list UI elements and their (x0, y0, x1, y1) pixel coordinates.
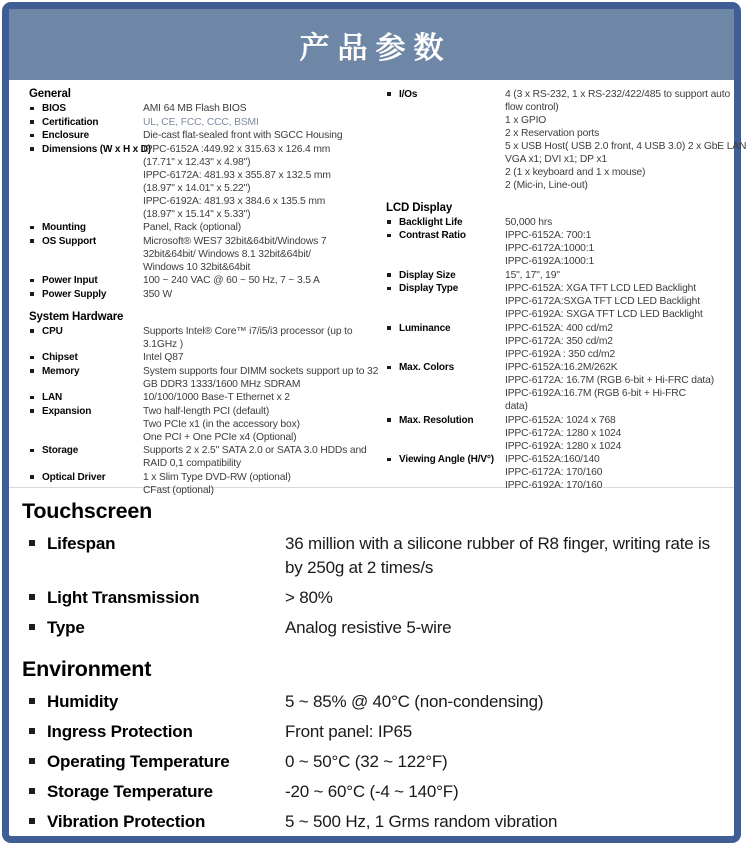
spec-row-label: Mounting (42, 222, 86, 233)
spec-row-label: Optical Driver (42, 471, 106, 483)
spec-value-line: IPPC-6172A: 481.93 x 355.87 x 132.5 mm (143, 169, 331, 181)
bullet-icon (29, 471, 42, 497)
spec-row-optical-driver (29, 471, 386, 497)
detail-row-value: -20 ~ 60°C (-4 ~ 140°F) (285, 782, 459, 801)
spec-value-line: 15", 17", 19" (505, 269, 560, 281)
detail-row-value: 5 ~ 85% @ 40°C (non-condensing) (285, 692, 544, 711)
spec-value-line: CFast (optional) (143, 484, 214, 496)
spec-row-chipset (29, 351, 386, 364)
spec-row-cpu (29, 325, 386, 351)
spec-value-line: VGA x1; DVI x1; DP x1 (505, 153, 607, 165)
detail-row-label: Storage Temperature (47, 782, 213, 801)
spec-value-line: 10/100/1000 Base-T Ethernet x 2 (143, 392, 290, 403)
bullet-icon (386, 282, 399, 321)
spec-value-line: IPPC-6152A: 400 cd/m2 (505, 322, 613, 334)
spec-row-memory (29, 365, 386, 391)
spec-row-label: Certification (42, 116, 99, 128)
spec-row-label: I/Os (399, 88, 418, 100)
spec-row-label: Backlight Life (399, 216, 463, 228)
spec-value-line: IPPC-6152A: 700:1 (505, 230, 592, 241)
spec-row-value (143, 288, 386, 301)
spec-row-value (143, 274, 386, 287)
bullet-icon (29, 235, 42, 274)
spec-row-max-resolution (386, 414, 734, 453)
spec-value-line: IPPC-6172A:SXGA TFT LCD LED Backlight (505, 296, 700, 307)
page-title: 产品参数 (299, 31, 452, 65)
bullet-icon (386, 88, 399, 192)
spec-value-line: System supports four DIMM sockets support up to 32 (143, 365, 379, 377)
detail-row-label: Vibration Protection (47, 812, 206, 831)
spec-row-label: Power Supply (42, 288, 107, 300)
spec-section-title: LCD Display (386, 201, 453, 214)
spec-row-label: Max. Colors (399, 362, 455, 373)
spec-row-lan (29, 391, 386, 404)
spec-value-line: 2 (Mic-in, Line-out) (505, 179, 588, 191)
bullet-icon (29, 129, 42, 142)
spec-value-line: UL, CE, FCC, CCC, BSMI (143, 116, 259, 128)
spec-row-i-os (386, 88, 747, 192)
spec-value-line: Panel, Rack (optional) (143, 222, 242, 233)
spec-row-value (143, 143, 386, 221)
bullet-icon (29, 405, 42, 444)
spec-section-title: System Hardware (29, 310, 124, 323)
bullet-icon (386, 229, 399, 268)
bullet-icon (29, 750, 47, 774)
spec-value-line: GB DDR3 1333/1600 MHz SDRAM (143, 378, 301, 390)
detail-row-label: Type (47, 618, 85, 637)
bullet-icon (386, 216, 399, 229)
spec-value-line: 350 W (143, 288, 173, 300)
bullet-icon (29, 221, 42, 234)
spec-row-power-input (29, 274, 386, 287)
spec-row-value (143, 351, 386, 364)
bullet-icon (386, 453, 399, 492)
bullet-icon (29, 325, 42, 351)
spec-row-label: Power Input (42, 275, 98, 286)
spec-row-max-colors (386, 361, 734, 413)
spec-value-line: IPPC-6192A : 350 cd/m2 (505, 348, 616, 360)
spec-value-line: 2 (1 x keyboard and 1 x mouse) (505, 166, 646, 178)
spec-column-right (386, 87, 747, 491)
bullet-icon (29, 351, 42, 364)
spec-row-label: Viewing Angle (H/V°) (399, 454, 494, 465)
spec-section-title: General (29, 88, 71, 100)
bullet-icon (29, 116, 42, 129)
detail-section-touchscreen (22, 498, 726, 640)
spec-row-label: Memory (42, 365, 80, 377)
spec-row-value (505, 216, 734, 229)
spec-value-line: 100 ~ 240 VAC @ 60 ~ 50 Hz, 7 ~ 3.5 A (143, 275, 320, 286)
spec-row-value (505, 282, 734, 321)
spec-column-left (29, 87, 386, 496)
spec-row-dimensions-w-x-h-x-d (29, 143, 386, 221)
spec-row-label: Dimensions (W x H x D) (42, 143, 151, 155)
title-banner (9, 9, 734, 80)
spec-row-value (143, 116, 386, 129)
spec-row-bios (29, 102, 386, 115)
spec-value-line: Windows 10 32bit&64bit (143, 261, 251, 273)
spec-row-label: Expansion (42, 405, 92, 417)
spec-row-value (143, 365, 386, 391)
spec-value-line: IPPC-6192A: SXGA TFT LCD LED Backlight (505, 309, 703, 320)
spec-value-line: IPPC-6192A: 481.93 x 384.6 x 135.5 mm (143, 195, 326, 207)
spec-value-line: Two PCIe x1 (in the accessory box) (143, 418, 300, 430)
spec-value-line: IPPC-6172A: 1280 x 1024 (505, 427, 622, 439)
bullet-icon (29, 586, 47, 610)
detail-row-value: > 80% (285, 588, 333, 607)
spec-section-general (29, 87, 386, 301)
detail-row-light-transmission (22, 586, 726, 610)
bullet-icon (29, 720, 47, 744)
bullet-icon (29, 274, 42, 287)
spec-value-line: (17.71" x 12.43" x 4.98") (143, 156, 251, 168)
detail-row-label: Light Transmission (47, 588, 200, 607)
spec-row-power-supply (29, 288, 386, 301)
spec-row-display-size (386, 269, 734, 282)
spec-value-line: One PCI + One PCIe x4 (Optional) (143, 431, 297, 443)
spec-value-line: Supports 2 x 2.5" SATA 2.0 or SATA 3.0 HDDs and (143, 445, 367, 456)
spec-row-value (143, 102, 386, 115)
bullet-icon (29, 102, 42, 115)
spec-sheet-card (2, 2, 747, 843)
spec-row-expansion (29, 405, 386, 444)
spec-value-line: (18.97" x 15.14" x 5.33") (143, 208, 251, 220)
spec-row-value (143, 405, 386, 444)
spec-value-line: IPPC-6192A:1000:1 (505, 256, 595, 267)
spec-row-mounting (29, 221, 386, 234)
spec-row-value (143, 235, 386, 274)
bullet-icon (29, 616, 47, 640)
spec-value-line: Die-cast flat-sealed front with SGCC Housing (143, 130, 343, 141)
bullet-icon (29, 532, 47, 580)
bullet-icon (386, 269, 399, 282)
spec-row-certification (29, 116, 386, 129)
spec-row-enclosure (29, 129, 386, 142)
spec-row-label: Luminance (399, 322, 451, 334)
detail-row-storage-temperature (22, 780, 726, 804)
spec-row-luminance (386, 322, 734, 361)
spec-value-line: IPPC-6192A: 170/160 (505, 480, 603, 491)
spec-row-value (505, 414, 734, 453)
detail-row-value: 36 million with a silicone rubber of R8 finger, writing rate is by 250g at 2 times/s (285, 534, 710, 577)
spec-row-value (143, 129, 386, 142)
spec-row-value (505, 229, 734, 268)
spec-value-line: (18.97" x 14.01" x 5.22") (143, 182, 251, 194)
bullet-icon (386, 414, 399, 453)
detail-row-humidity (22, 690, 726, 714)
spec-row-value (505, 322, 734, 361)
bullet-icon (29, 391, 42, 404)
spec-value-line: 32bit&64bit/ Windows 8.1 32bit&64bit/ (143, 248, 311, 260)
spec-value-line: IPPC-6152A :449.92 x 315.63 x 126.4 mm (143, 143, 331, 155)
spec-row-viewing-angle-h-v (386, 453, 734, 492)
spec-row-value (143, 444, 386, 470)
spec-row-label: Contrast Ratio (399, 230, 466, 241)
spec-value-line: IPPC-6172A: 350 cd/m2 (505, 335, 613, 347)
detail-row-vibration-protection (22, 810, 726, 834)
detail-area (9, 488, 734, 834)
spec-value-line: IPPC-6152A: 1024 x 768 (505, 414, 616, 426)
detail-row-type (22, 616, 726, 640)
spec-row-label: OS Support (42, 235, 97, 247)
spec-value-line: Microsoft® WES7 32bit&64bit/Windows 7 (143, 235, 327, 247)
spec-row-label: Storage (42, 445, 79, 456)
spec-value-line: IPPC-6172A:1000:1 (505, 243, 595, 254)
spec-value-line: IPPC-6192A:16.7M (RGB 6-bit + Hi-FRC (505, 388, 686, 399)
detail-row-label: Ingress Protection (47, 722, 193, 741)
bullet-icon (29, 288, 42, 301)
bullet-icon (29, 690, 47, 714)
spec-row-contrast-ratio (386, 229, 734, 268)
spec-value-line: IPPC-6152A: XGA TFT LCD LED Backlight (505, 283, 696, 294)
spec-value-line: IPPC-6172A: 170/160 (505, 467, 603, 478)
detail-row-label: Humidity (47, 692, 119, 711)
spec-section-i-os (386, 88, 747, 192)
spec-row-display-type (386, 282, 734, 321)
spec-section-system-hardware (29, 310, 386, 497)
spec-row-value (505, 361, 734, 413)
spec-value-line: IPPC-6192A: 1280 x 1024 (505, 440, 622, 452)
spec-value-line: 1 x GPIO (505, 114, 547, 126)
detail-row-label: Lifespan (47, 534, 116, 553)
spec-value-line: 50,000 hrs (505, 216, 553, 228)
detail-section-environment (22, 656, 726, 834)
spec-value-line: IPPC-6172A: 16.7M (RGB 6-bit + Hi-FRC data) (505, 375, 715, 386)
spec-row-label: LAN (42, 392, 63, 403)
spec-value-line: 2 x Reservation ports (505, 127, 600, 139)
detail-row-operating-temperature (22, 750, 726, 774)
spec-row-value (143, 471, 386, 497)
spec-value-line: 1 x Slim Type DVD-RW (optional) (143, 471, 291, 483)
spec-row-label: BIOS (42, 103, 66, 114)
spec-area (9, 80, 747, 496)
bullet-icon (29, 143, 42, 221)
detail-row-lifespan (22, 532, 726, 580)
detail-row-label: Operating Temperature (47, 752, 230, 771)
spec-value-line: IPPC-6152A:16.2M/262K (505, 362, 618, 373)
spec-value-line: Supports Intel® Core™ i7/i5/i3 processor (up to (143, 325, 353, 337)
spec-section-lcd-display (386, 201, 734, 493)
bullet-icon (29, 365, 42, 391)
spec-value-line: data) (505, 401, 528, 412)
detail-section-title: Touchscreen (22, 499, 153, 523)
bullet-icon (29, 780, 47, 804)
spec-row-label: Enclosure (42, 130, 89, 141)
detail-row-ingress-protection (22, 720, 726, 744)
spec-value-line: AMI 64 MB Flash BIOS (143, 103, 247, 114)
spec-row-value (143, 391, 386, 404)
spec-row-label: CPU (42, 325, 63, 337)
spec-row-storage (29, 444, 386, 470)
spec-value-line: 5 x USB Host( USB 2.0 front, 4 USB 3.0) 2 x GbE LAN (505, 140, 747, 152)
bullet-icon (29, 810, 47, 834)
spec-value-line: 3.1GHz ) (143, 338, 183, 350)
spec-row-label: Display Type (399, 283, 459, 294)
spec-value-line: Intel Q87 (143, 352, 184, 363)
spec-value-line: 4 (3 x RS-232, 1 x RS-232/422/485 to support auto (505, 88, 731, 100)
detail-row-value: 0 ~ 50°C (32 ~ 122°F) (285, 752, 448, 771)
detail-row-value: 5 ~ 500 Hz, 1 Grms random vibration (285, 812, 558, 831)
spec-value-line: flow control) (505, 101, 559, 113)
spec-row-label: Display Size (399, 269, 456, 281)
spec-row-value (143, 325, 386, 351)
spec-row-value (505, 453, 734, 492)
spec-row-value (505, 88, 747, 192)
detail-row-value: Analog resistive 5-wire (285, 618, 452, 637)
bullet-icon (386, 322, 399, 361)
detail-section-title: Environment (22, 657, 152, 681)
detail-row-value: Front panel: IP65 (285, 722, 413, 741)
spec-row-label: Max. Resolution (399, 414, 474, 426)
spec-row-value (143, 221, 386, 234)
spec-value-line: Two half-length PCI (default) (143, 405, 270, 417)
spec-row-label: Chipset (42, 352, 78, 363)
spec-value-line: IPPC-6152A:160/140 (505, 454, 600, 465)
bullet-icon (29, 444, 42, 470)
bullet-icon (386, 361, 399, 413)
spec-row-backlight-life (386, 216, 734, 229)
spec-value-line: RAID 0,1 compatibility (143, 458, 241, 469)
spec-row-os-support (29, 235, 386, 274)
spec-row-value (505, 269, 734, 282)
